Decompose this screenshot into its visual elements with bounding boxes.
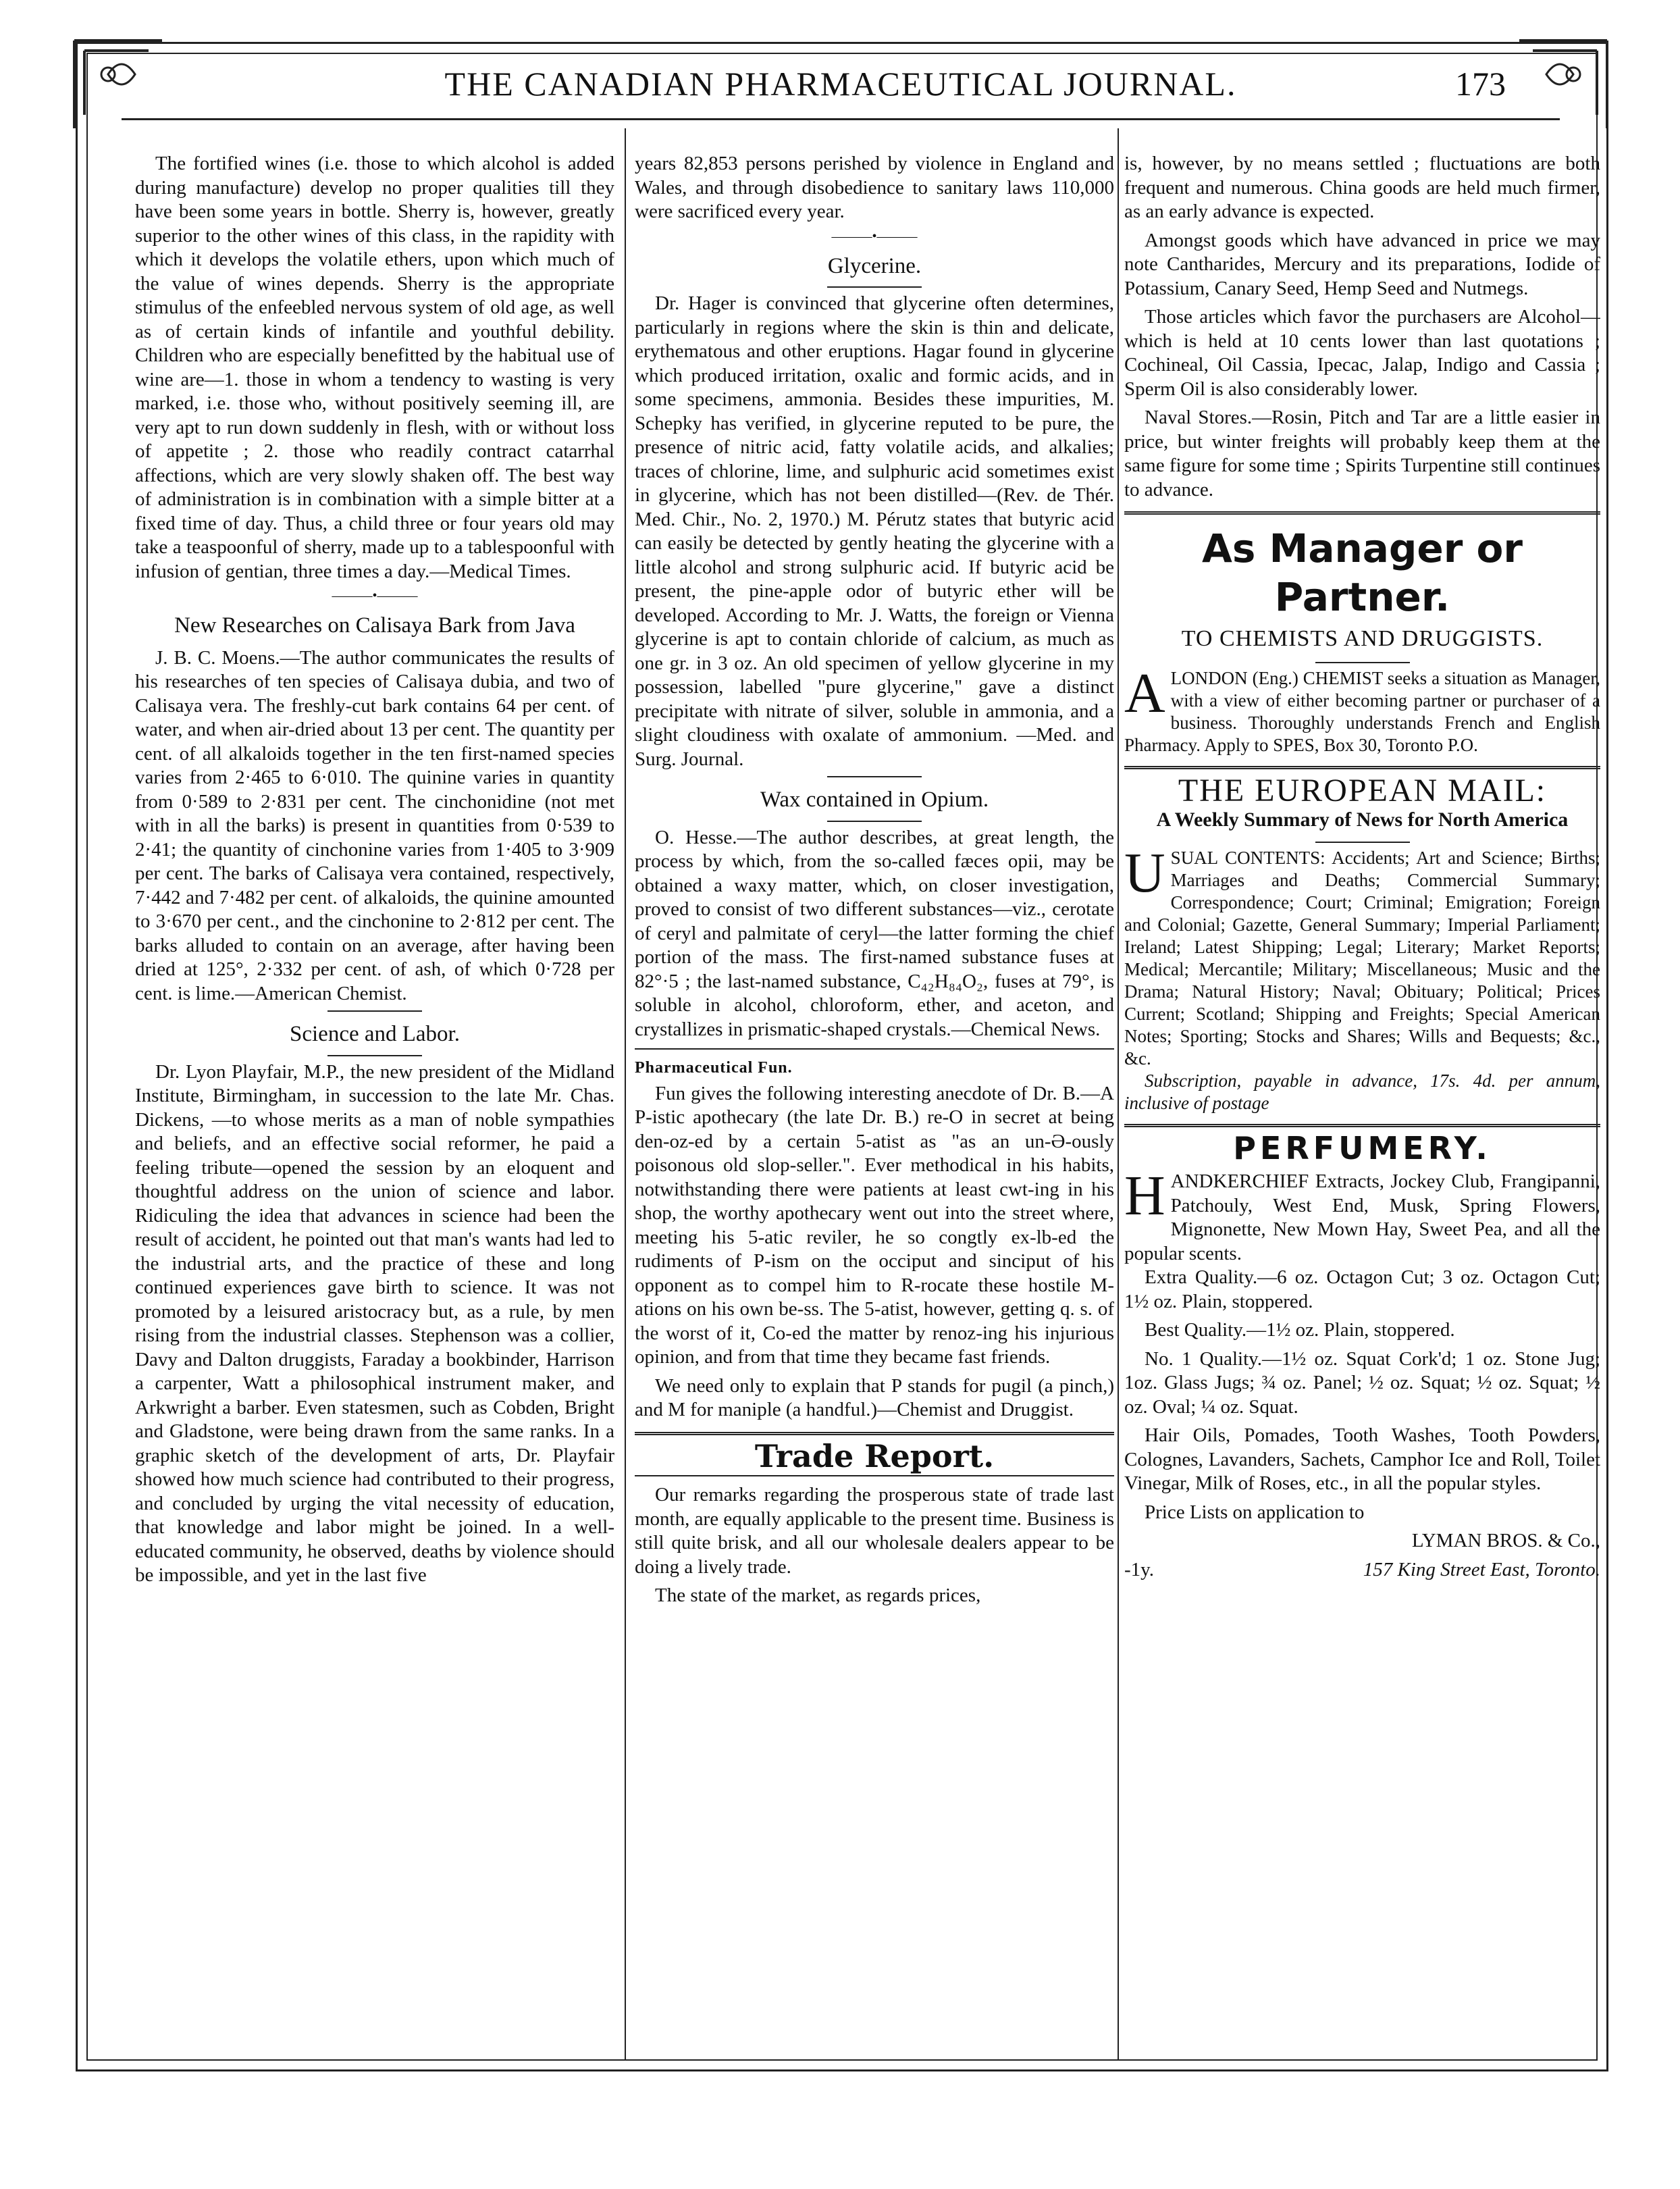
section-divider: ———•——— — [332, 588, 418, 603]
article-glycerine-heading: Glycerine. — [827, 253, 922, 278]
article-calisaya-text: J. B. C. Moens.—The author communicates the results of his researches of ten species of Calisaya dubia, and two of Calisaya vera. The freshly-cut bark contains 64 per cent. of water, and when air-dried about 13 per cent. The quantity per cent. of all alkaloids together in the ten first-named species varies from 2·465 to 6·010. The quinine varies in quantity from 0·589 to 2·831 per cent. The cinchonidine (not met with in all the barks) is present in quantities from 0·539 to 2·41; the quantity of cinchonine varies from 1·405 to 3·909 per cent. The barks of Calisaya vera contained, respectively, 7·442 and 7·482 per cent. of alkaloids, the quinine amounted to 3·670 per cent., and the cinchonine to 2·812 per cent. The barks alluded to contain on an average, after having been dried at 125°, 2·332 per cent. of ash, of which 0·728 per cent. is lime.—American Chemist. — [135, 646, 614, 1004]
article-science-labor-text: Dr. Lyon Playfair, M.P., the new president of the Midland Institute, Birmingham, in succession to the late Mr. Chas. Dickens, —to whose merits as a man of noble sympathies and beliefs, and an effective social reformer, he paid a feeling tribute—opened the session by an eloquent and thoughtful address on the union of science and labor. Ridiculing the idea that advances in science had been the result of accident, he pointed out that man's wants had led to the industrial arts, and the practice of these and long continued experiences gave birth to science. It was not promoted by a leisured aristocracy but, as a rule, by men rising from the industrial classes. Stephenson was a collier, Davy and Dalton druggists, Faraday a bookbinder, Harrison a carpenter, Watt a philosophical instrument maker, and Arkwright a barber. Even statesmen, such as Cobden, Bright and Gladstone, were being drawn from the same ranks. In a graphic sketch of the development of arts, Dr. Playfair showed how much science had contributed to their progress, and concluded by urging the vital necessity of education, that knowledge and labor might be joined. In a well-educated community, he observed, deaths by violence should be impossible, and yet in the last five — [135, 1060, 614, 1586]
drop-cap: U — [1124, 841, 1165, 904]
ad-perfumery-extra-quality: Extra Quality.—6 oz. Octagon Cut; 3 oz. Octagon Cut; 1½ oz. Plain, stoppered. — [1124, 1266, 1600, 1312]
article-wax-opium-text: O. Hesse.—The author describes, at great length, the process by which, from the so-called fæces opii, may be obtained a waxy matter, which, on closer investigation, proved to consist of two different substances—viz., cerotate of ceryl and palmitate of ceryl—the latter forming the chief portion of the mass. The first-named substance fuses at 82°·5 ; the last-named substance, C₄₂H₈₄O₂, fuses at 79°, is soluble in alcohol, chloroform, ether, and aceton, and crystallizes in prismatic-shaped crystals.—Chemical News. — [635, 826, 1114, 1040]
trade-report-advanced-goods: Amongst goods which have advanced in price we may note Cantharides, Mercury and its preparations, Iodide of Potassium, Canary Seed, Hemp Seed and Nutmegs. — [1124, 229, 1600, 299]
ad-perfumery-best-quality: Best Quality.—1½ oz. Plain, stoppered. — [1145, 1319, 1455, 1341]
ad-code: -1y. — [1124, 1558, 1155, 1580]
ad-perfumery-other-goods: Hair Oils, Pomades, Tooth Washes, Tooth Powders, Colognes, Lavanders, Sachets, Camphor Ice and Roll, Toilet Vinegar, Milk of Roses, etc., in all the popular styles. — [1124, 1424, 1600, 1494]
trade-report-continued: is, however, by no means settled ; fluctuations are both frequent and numerous. China goods are held much firmer, as an early advance is expected. — [1124, 153, 1600, 222]
ad-manager-partner-title: As Manager or Partner. — [1202, 525, 1523, 620]
article-glycerine-text: Dr. Hager is convinced that glycerine often determines, particularly in regions where the skin is thin and delicate, erythematous and other eruptions. Hagar found in glycerine which produced irritation, oxalic and formic acids, and in some specimens, ammonia. Besides these impurities, M. Schepky has verified, in glycerine reputed to be pure, the presence of nitric acid, fatty volatile acids, and alkalies; traces of chlorine, lime, and sulphuric acid sometimes exist in glycerine, which has not been distilled—(Rev. de Thér. Med. Chir., No. 2, 1970.) M. Pérutz states that butyric acid can easily be detected by gently heating the glycerine with a little alcohol and strong sulphuric acid. If butyric acid be present, the pine-apple odor of butyric ether will be developed. According to Mr. J. Watts, the foreign or Vienna glycerine is apt to contain chloride of calcium, as much as one gr. in 3 oz. An old specimen of yellow glycerine in my possession, labelled "pure glycerine," gave a distinct precipitate with nitrate of silver, soluble in ammonia, and a slight cloudiness with oxalate of ammonium. —Med. and Surg. Journal. — [635, 292, 1114, 770]
section-divider — [327, 1055, 422, 1056]
page-number: 173 — [1455, 65, 1506, 103]
ad-perfumery-no1-quality: No. 1 Quality.—1½ oz. Squat Cork'd; 1 oz. Stone Jug; 1oz. Glass Jugs; ¾ oz. Panel; ½ oz. Squat; ½ oz. Squat; ½ oz. Oval; ¼ oz. Squat. — [1124, 1347, 1600, 1418]
column-3 — [1124, 152, 1600, 2036]
trade-report-naval-stores: Naval Stores.—Rosin, Pitch and Tar are a little easier in price, but winter freights will probably keep them at the same figure for some time ; Spirits Turpentine still continues to advance. — [1124, 407, 1600, 500]
trade-report-text-2: The state of the market, as regards prices, — [655, 1585, 981, 1606]
ad-perfumery-text: ANDKERCHIEF Extracts, Jockey Club, Frangipanni, Patchouly, West End, Musk, Spring Flowers, Mignonette, New Mown Hay, Sweet Pea, and all the popular scents. — [1124, 1170, 1600, 1264]
column-divider-1 — [625, 128, 626, 2060]
trade-report-heading: Trade Report. — [754, 1437, 995, 1474]
ad-perfumery-firm: LYMAN BROS. & Co., — [1411, 1530, 1600, 1551]
ad-european-mail-body — [1124, 841, 1600, 1070]
article-pharmaceutical-fun-text: Fun gives the following interesting anecdote of Dr. B.—A P-istic apothecary (the late Dr. B.) re-O in secret at being den-oz-ed by a certain 5-atist as "as an un-Ə-ously poisonous old slop-seller.". Ever methodical in his habits, notwithstanding there were patients at least cwt-ing in his shop, the worthy apothecary went out into the street where, meeting his 5-atic reviler, he so congtly ex-lb-ed the rudiments of P-ism on the occiput and sinciput of his opponent as to compel him to R-rocate these hostile M-ations on his own be-ss. The 5-atist, however, getting q. s. of the worst of it, Co-ed the matter by renoz-ing his injurious opinion, and from that time they became fast friends. — [635, 1082, 1114, 1368]
drop-cap: H — [1124, 1164, 1165, 1227]
journal-title: THE CANADIAN PHARMACEUTICAL JOURNAL. — [444, 65, 1237, 103]
section-divider — [1124, 766, 1600, 769]
section-divider — [635, 1048, 1114, 1050]
header-rule — [122, 118, 1560, 120]
section-divider — [635, 1432, 1114, 1435]
ad-european-mail-text: SUAL CONTENTS: Accidents; Art and Science; Births; Marriages and Deaths; Commercial Summary; Correspondence; Court; Criminal; Emigration; Foreign and Colonial; Gazette, General Summary; Imperial Parliament; Ireland; Latest Shipping; Legal; Literary; Market Reports; Medical; Mercantile; Military; Miscellaneous; Music and the Drama; Natural History; Naval; Obituary; Political; Prices Current; Scotland; Shipping and Freights; Special American Notes; Sporting; Stocks and Shares; Wills and Bequests; &c., &c. — [1124, 847, 1600, 1068]
ad-manager-partner-text: LONDON (Eng.) CHEMIST seeks a situation as Manager, with a view of either becoming partner or purchaser of a business. Thoroughly understands French and English Pharmacy. Apply to SPES, Box 30, Toronto P.O. — [1124, 667, 1600, 755]
section-divider — [1124, 511, 1600, 515]
ad-european-mail-subscription: Subscription, payable in advance, 17s. 4d. per annum, inclusive of postage — [1124, 1070, 1600, 1113]
column-2 — [635, 152, 1114, 2036]
ad-manager-partner-subtitle: TO CHEMISTS AND DRUGGISTS. — [1181, 626, 1544, 651]
ad-perfumery-body — [1124, 1164, 1600, 1266]
section-divider — [827, 776, 922, 777]
ad-european-mail-subtitle: A Weekly Summary of News for North America — [1156, 808, 1569, 831]
column-1 — [135, 152, 614, 2036]
section-divider — [327, 1010, 422, 1012]
article-wines-text: The fortified wines (i.e. those to which alcohol is added during manufacture) develop no proper qualities till they have been some years in bottle. Sherry is, however, greatly superior to the other wines of this class, in the rapidity with which it develops the volatile ethers, upon which much of the value of wines depends. Sherry is the appropriate stimulus of the enfeebled nervous system of old age, as well as of certain kinds of infantile and youthful debility. Children who are especially benefitted by the habitual use of wine are—1. those in whom a tendency to wasting is very marked, i.e. those who, without positively seeming ill, are very apt to run down suddenly in flesh, with or without loss of appetite ; 2. those who readily contract catarrhal affections, which are very slowly shaken off. The best way of administration is in combination with a simple bitter at a fixed time of day. Thus, a child three or four years old may take a teaspoonful of sherry, made up to a tablespoonful with infusion of gentian, three times a day.—Medical Times. — [135, 153, 614, 582]
page-header — [169, 64, 1513, 111]
column-divider-2 — [1118, 128, 1119, 2060]
article-pharmaceutical-fun-heading: Pharmaceutical Fun. — [635, 1059, 793, 1077]
trade-report-text: Our remarks regarding the prosperous state of trade last month, are equally applicable to the present time. Business is still quite brisk, and all our wholesale dealers appear to be doing a lively trade. — [635, 1484, 1114, 1578]
section-divider — [827, 286, 922, 288]
ad-manager-partner-body — [1124, 661, 1600, 756]
article-science-labor-heading: Science and Labor. — [290, 1022, 460, 1046]
article-science-labor-continued: years 82,853 persons perished by violence in England and Wales, and through disobedience to sanitary laws 110,000 were sacrificed every year. — [635, 153, 1114, 222]
ad-perfumery-signoff — [1124, 1558, 1600, 1582]
section-divider — [1315, 842, 1410, 843]
section-divider — [827, 821, 922, 822]
ad-perfumery-address: 157 King Street East, Toronto. — [1363, 1558, 1600, 1580]
article-pharmaceutical-fun-note: We need only to explain that P stands for pugil (a pinch,) and M for maniple (a handful.)—Chemist and Druggist. — [635, 1374, 1114, 1420]
ad-perfumery-price-lists: Price Lists on application to — [1145, 1501, 1365, 1523]
ad-european-mail-title: THE EUROPEAN MAIL: — [1178, 772, 1547, 808]
ad-perfumery-title: PERFUMERY. — [1233, 1129, 1492, 1166]
drop-cap: A — [1124, 661, 1165, 725]
section-divider: ———•——— — [831, 228, 918, 244]
article-calisaya-heading: New Researches on Calisaya Bark from Java — [174, 613, 575, 638]
section-divider — [635, 1475, 1114, 1476]
section-divider — [1124, 1124, 1600, 1127]
trade-report-lower-goods: Those articles which favor the purchasers are Alcohol—which is held at 10 cents lower than last quotations ; Cochineal, Oil Cassia, Ipecac, Jalap, Indigo and Cassia ; Sperm Oil is also considerably lower. — [1124, 306, 1600, 400]
section-divider — [1315, 662, 1410, 663]
article-wax-opium-heading: Wax contained in Opium. — [760, 788, 989, 812]
